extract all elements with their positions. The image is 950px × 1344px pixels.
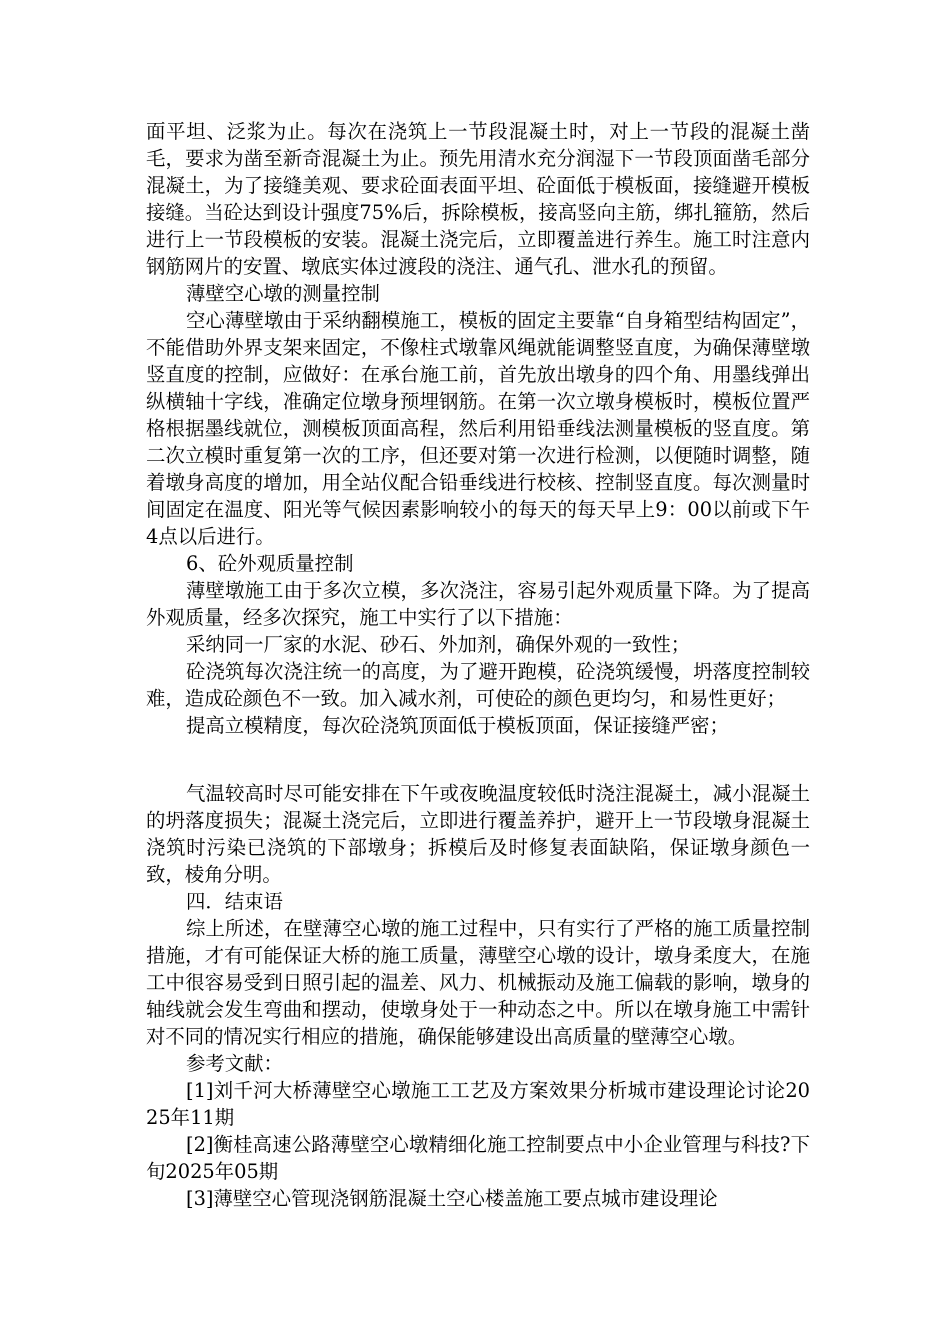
heading-quality-control: 6、砼外观质量控制 <box>186 552 354 575</box>
paragraph-measure-2: 砼浇筑每次浇注统一的高度，为了避开跑模，砼浇筑缓慢，坍落度控制较难，造成砼颜色不一致。加入减水剂，可使砼的颜色更均匀，和易性更好； <box>146 660 810 710</box>
paragraph-measure-4: 气温较高时尽可能安排在下午或夜晚温度较低时浇注混凝土，减小混凝土的坍落度损失；混凝土浇完后，立即进行覆盖养护，避开上一节段墩身混凝土浇筑时污染已浇筑的下部墩身；拆模后及时修复表面缺陷，保证墩身颜色一致，棱角分明。 <box>146 782 810 886</box>
paragraph-intro: 面平坦、泛浆为止。每次在浇筑上一节段混凝土时，对上一节段的混凝土凿毛，要求为凿至新奇混凝土为止。预先用清水充分润湿下一节段顶面凿毛部分混凝土，为了接缝美观、要求砼面表面平坦、砼面低于模板面，接缝避开模板接缝。当砼达到设计强度75%后，拆除模板，接高竖向主筋，绑扎箍筋，然后进行上一节段模板的安装。混凝土浇完后，立即覆盖进行养生。施工时注意内钢筋网片的安置、墩底实体过渡段的浇注、通气孔、泄水孔的预留。 <box>146 120 810 278</box>
reference-item: [2]衡桂高速公路薄壁空心墩精细化施工控制要点中小企业管理与科技?下旬2025年05期 <box>146 1133 810 1183</box>
paragraph-measure-1: 采纳同一厂家的水泥、砂石、外加剂，确保外观的一致性； <box>186 633 691 656</box>
reference-item: [1]刘千河大桥薄壁空心墩施工工艺及方案效果分析城市建设理论讨论2025年11期 <box>146 1079 810 1129</box>
paragraph-measure-3: 提高立模精度，每次砼浇筑顶面低于模板顶面，保证接缝严密； <box>186 714 729 737</box>
heading-references: 参考文献： <box>186 1052 283 1075</box>
paragraph-quality-control: 薄壁墩施工由于多次立模，多次浇注，容易引起外观质量下降。为了提高外观质量，经多次探究，施工中实行了以下措施： <box>146 579 810 629</box>
heading-conclusion: 四．结束语 <box>186 890 283 913</box>
blank-line <box>146 739 810 780</box>
paragraph-conclusion: 综上所述，在壁薄空心墩的施工过程中，只有实行了严格的施工质量控制措施，才有可能保证大桥的施工质量，薄壁空心墩的设计，墩身柔度大，在施工中很容易受到日照引起的温差、风力、机械振动及施工偏载的影响，墩身的轴线就会发生弯曲和摆动，使墩身处于一种动态之中。所以在墩身施工中需针对不同的情况实行相应的措施，确保能够建设出高质量的壁薄空心墩。 <box>146 917 810 1048</box>
document-body <box>146 118 810 1212</box>
reference-item: [3]薄壁空心管现浇钢筋混凝土空心楼盖施工要点城市建设理论 <box>186 1187 718 1210</box>
heading-survey-control: 薄壁空心墩的测量控制 <box>186 282 380 305</box>
paragraph-survey-control: 空心薄壁墩由于采纳翻模施工，模板的固定主要靠“自身箱型结构固定”，不能借助外界支架来固定，不像柱式墩靠风绳就能调整竖直度，为确保薄壁墩竖直度的控制，应做好：在承台施工前，首先放出墩身的四个角、用墨线弹出纵横轴十字线，准确定位墩身预埋钢筋。在第一次立墩身模板时，模板位置严格根据墨线就位，测模板顶面高程，然后利用铅垂线法测量模板的竖直度。第二次立模时重复第一次的工序，但还要对第一次进行检测，以便随时调整，随着墩身高度的增加，用全站仪配合铅垂线进行校核、控制竖直度。每次测量时间固定在温度、阳光等气候因素影响较小的每天的每天早上9：00以前或下午4点以后进行。 <box>146 309 810 548</box>
